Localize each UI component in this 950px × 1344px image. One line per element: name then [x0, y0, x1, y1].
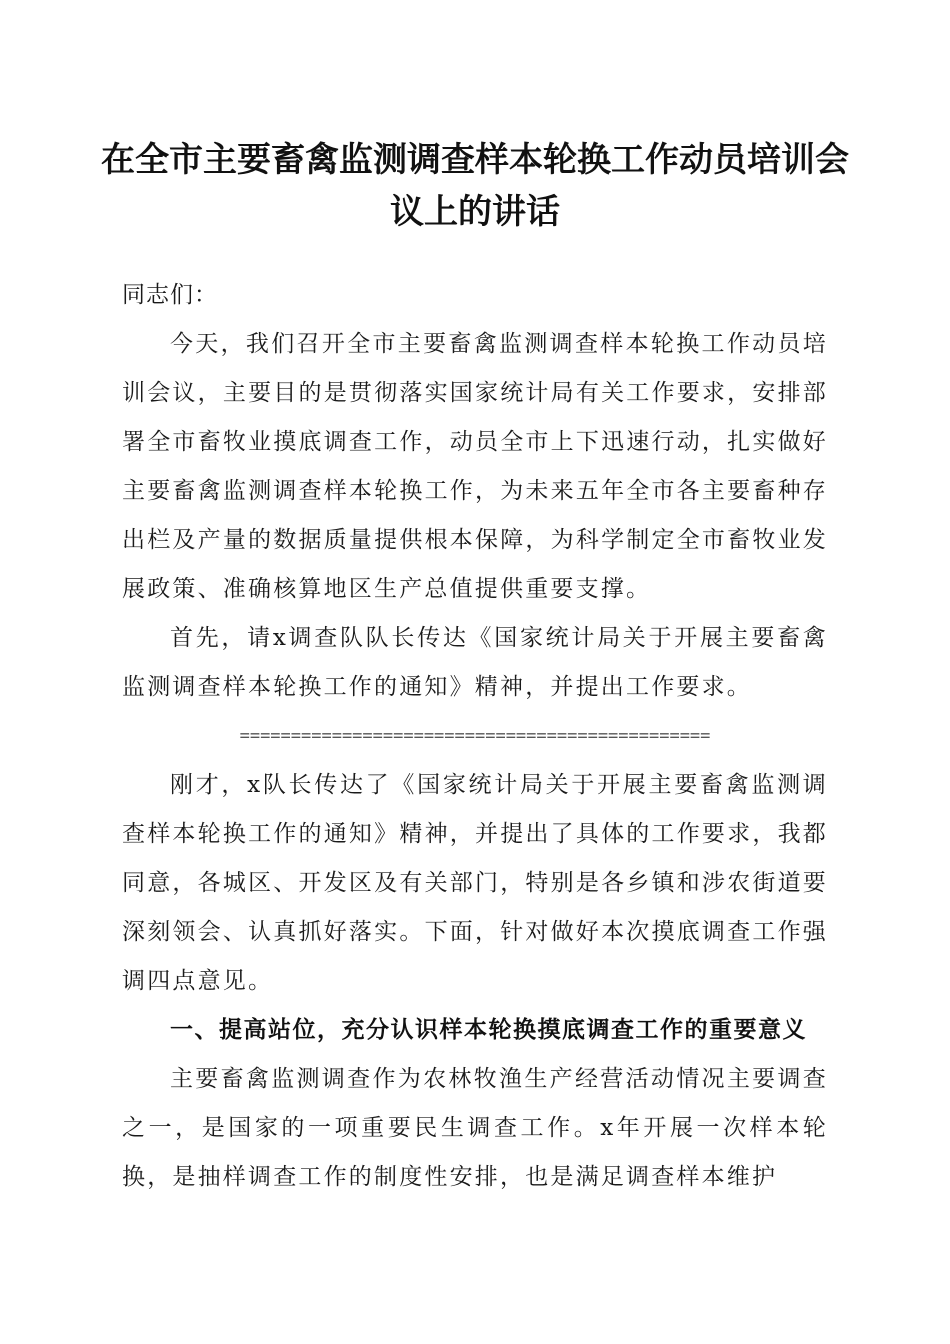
section-heading-1: 一、提高站位，充分认识样本轮换摸底调查工作的重要意义 — [170, 1017, 807, 1043]
paragraph-opening: 今天，我们召开全市主要畜禽监测调查样本轮换工作动员培训会议，主要目的是贯彻落实国家统计局有关工作要求，安排部署全市畜牧业摸底调查工作，动员全市上下迅速行动，扎实做好主要畜禽监测调查样本轮换工作，为未来五年全市各主要畜种存出栏及产量的数据质量提供根本保障，为科学制定全市畜牧业发展政策、准确核算地区生产总值提供重要支撑。 — [122, 331, 828, 602]
salutation: 同志们： — [122, 282, 218, 308]
section-divider: ============================================== — [239, 726, 711, 746]
paragraph-introduction: 首先，请x调查队队长传达《国家统计局关于开展主要畜禽监测调查样本轮换工作的通知》精神，并提出工作要求。 — [122, 625, 828, 700]
document-body — [122, 271, 828, 1202]
paragraph-section-1: 主要畜禽监测调查作为农林牧渔生产经营活动情况主要调查之一，是国家的一项重要民生调查工作。x年开展一次样本轮换，是抽样调查工作的制度性安排，也是满足调查样本维护 — [122, 1066, 828, 1190]
document-title: 在全市主要畜禽监测调查样本轮换工作动员培训会议上的讲话 — [101, 140, 849, 232]
paragraph-response: 刚才，x队长传达了《国家统计局关于开展主要畜禽监测调查样本轮换工作的通知》精神，并提出了具体的工作要求，我都同意，各城区、开发区及有关部门，特别是各乡镇和涉农街道要深刻领会、认真抓好落实。下面，针对做好本次摸底调查工作强调四点意见。 — [122, 772, 828, 994]
